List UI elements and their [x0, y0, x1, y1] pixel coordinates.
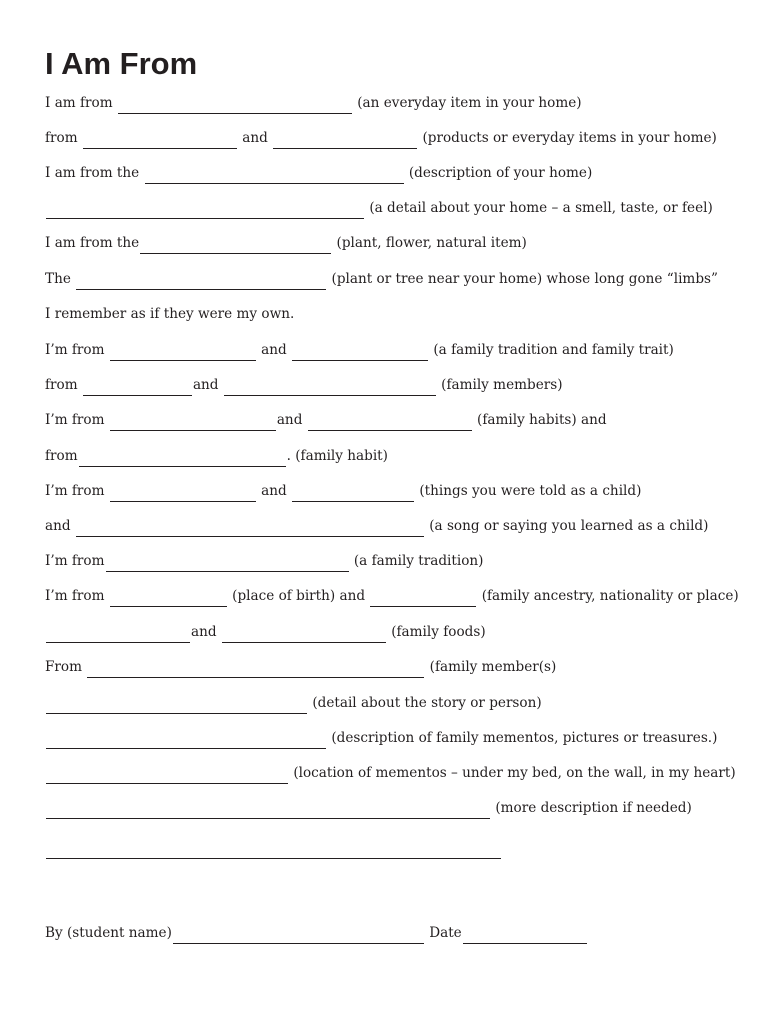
- blank-date[interactable]: [463, 930, 587, 944]
- line-text: from: [45, 448, 78, 464]
- line-2: [45, 127, 717, 149]
- line-text: . (family habit): [286, 448, 388, 464]
- line-18: [45, 692, 542, 714]
- line-text: (family ancestry, nationality or place): [477, 588, 739, 604]
- line-text: I am from the: [45, 165, 144, 181]
- line-text: (a song or saying you learned as a child): [424, 518, 709, 534]
- line-20: [45, 762, 736, 784]
- blank-extra-line[interactable]: [46, 845, 501, 859]
- line-text: (family habits) and: [472, 412, 607, 428]
- line-text: (detail about the story or person): [308, 695, 542, 711]
- line-text: and: [192, 377, 223, 393]
- blank-student-name[interactable]: [173, 930, 424, 944]
- line-text: from: [45, 377, 82, 393]
- signature-line: [45, 922, 588, 944]
- blank-family-tradition[interactable]: [110, 347, 256, 361]
- blank-place-of-birth[interactable]: [110, 593, 227, 607]
- blank-told-child-2[interactable]: [292, 488, 414, 502]
- line-10: [45, 409, 607, 431]
- line-text: I’m from: [45, 412, 109, 428]
- blank-product-1[interactable]: [83, 135, 237, 149]
- line-text: I am from: [45, 95, 117, 111]
- line-text: (place of birth) and: [227, 588, 370, 604]
- line-17: [45, 656, 556, 678]
- line-8: [45, 339, 674, 361]
- line-1: [45, 92, 582, 114]
- line-text: I’m from: [45, 342, 109, 358]
- line-text: (description of your home): [404, 165, 593, 181]
- line-text: (family foods): [386, 624, 486, 640]
- blank-family-members-story[interactable]: [87, 664, 424, 678]
- blank-plant-flower[interactable]: [140, 240, 331, 254]
- line-text: (a detail about your home – a smell, taste, or feel): [365, 200, 713, 216]
- line-text: (location of mementos – under my bed, on the wall, in my heart): [289, 765, 736, 781]
- line-text: By (student name): [45, 925, 172, 941]
- line-text: I’m from: [45, 553, 105, 569]
- line-text: and: [45, 518, 75, 534]
- line-text: (things you were told as a child): [415, 483, 642, 499]
- line-text: and: [256, 342, 292, 358]
- line-text: and: [276, 412, 307, 428]
- line-3: [45, 162, 592, 184]
- line-text: (family members): [436, 377, 563, 393]
- line-text: Date: [424, 925, 462, 941]
- line-text: (products or everyday items in your home): [418, 130, 717, 146]
- line-text: from: [45, 130, 82, 146]
- blank-ancestry[interactable]: [370, 593, 476, 607]
- line-9: [45, 374, 563, 396]
- blank-more-description[interactable]: [46, 805, 490, 819]
- line-text: and: [237, 130, 273, 146]
- line-text: (an everyday item in your home): [352, 95, 582, 111]
- blank-mementos-location[interactable]: [46, 770, 288, 784]
- blank-family-food-1[interactable]: [46, 629, 190, 643]
- line-19: [45, 727, 717, 749]
- blank-told-child-1[interactable]: [110, 488, 256, 502]
- line-22: [45, 837, 502, 859]
- blank-everyday-item[interactable]: [118, 100, 352, 114]
- blank-mementos-description[interactable]: [46, 735, 326, 749]
- line-text: The: [45, 271, 76, 287]
- line-text: (family member(s): [425, 659, 557, 675]
- blank-family-habit-2[interactable]: [308, 417, 472, 431]
- line-11: [45, 445, 388, 467]
- blank-home-description[interactable]: [145, 170, 404, 184]
- line-6: [45, 268, 718, 290]
- line-5: [45, 232, 527, 254]
- blank-family-trait[interactable]: [292, 347, 428, 361]
- line-text: and: [191, 624, 221, 640]
- line-text: I’m from: [45, 588, 109, 604]
- line-12: [45, 480, 641, 502]
- blank-product-2[interactable]: [273, 135, 417, 149]
- line-16: [45, 621, 486, 643]
- line-text: From: [45, 659, 87, 675]
- line-4: [45, 197, 713, 219]
- line-7: [45, 303, 294, 325]
- blank-song-saying[interactable]: [76, 523, 424, 537]
- line-text: (more description if needed): [491, 800, 692, 816]
- blank-family-habit-3[interactable]: [79, 453, 286, 467]
- blank-plant-tree[interactable]: [76, 276, 326, 290]
- line-text: (description of family mementos, pictures or treasures.): [327, 730, 718, 746]
- line-text: I’m from: [45, 483, 109, 499]
- blank-family-member-2[interactable]: [224, 382, 436, 396]
- line-21: [45, 797, 692, 819]
- blank-home-detail[interactable]: [46, 205, 364, 219]
- line-text: (plant, flower, natural item): [332, 235, 527, 251]
- line-text: and: [256, 483, 292, 499]
- line-text: (a family tradition and family trait): [429, 342, 674, 358]
- line-14: [45, 550, 483, 572]
- line-text: (a family tradition): [349, 553, 484, 569]
- line-13: [45, 515, 708, 537]
- blank-family-habit-1[interactable]: [110, 417, 276, 431]
- line-text: I am from the: [45, 235, 140, 251]
- page-title: I Am From: [45, 46, 198, 81]
- blank-family-food-2[interactable]: [222, 629, 386, 643]
- blank-family-tradition-2[interactable]: [106, 558, 349, 572]
- line-15: [45, 585, 739, 607]
- line-text: (plant or tree near your home) whose long gone “limbs”: [327, 271, 718, 287]
- blank-family-member-1[interactable]: [83, 382, 192, 396]
- line-text: I remember as if they were my own.: [45, 306, 295, 322]
- blank-story-detail[interactable]: [46, 700, 307, 714]
